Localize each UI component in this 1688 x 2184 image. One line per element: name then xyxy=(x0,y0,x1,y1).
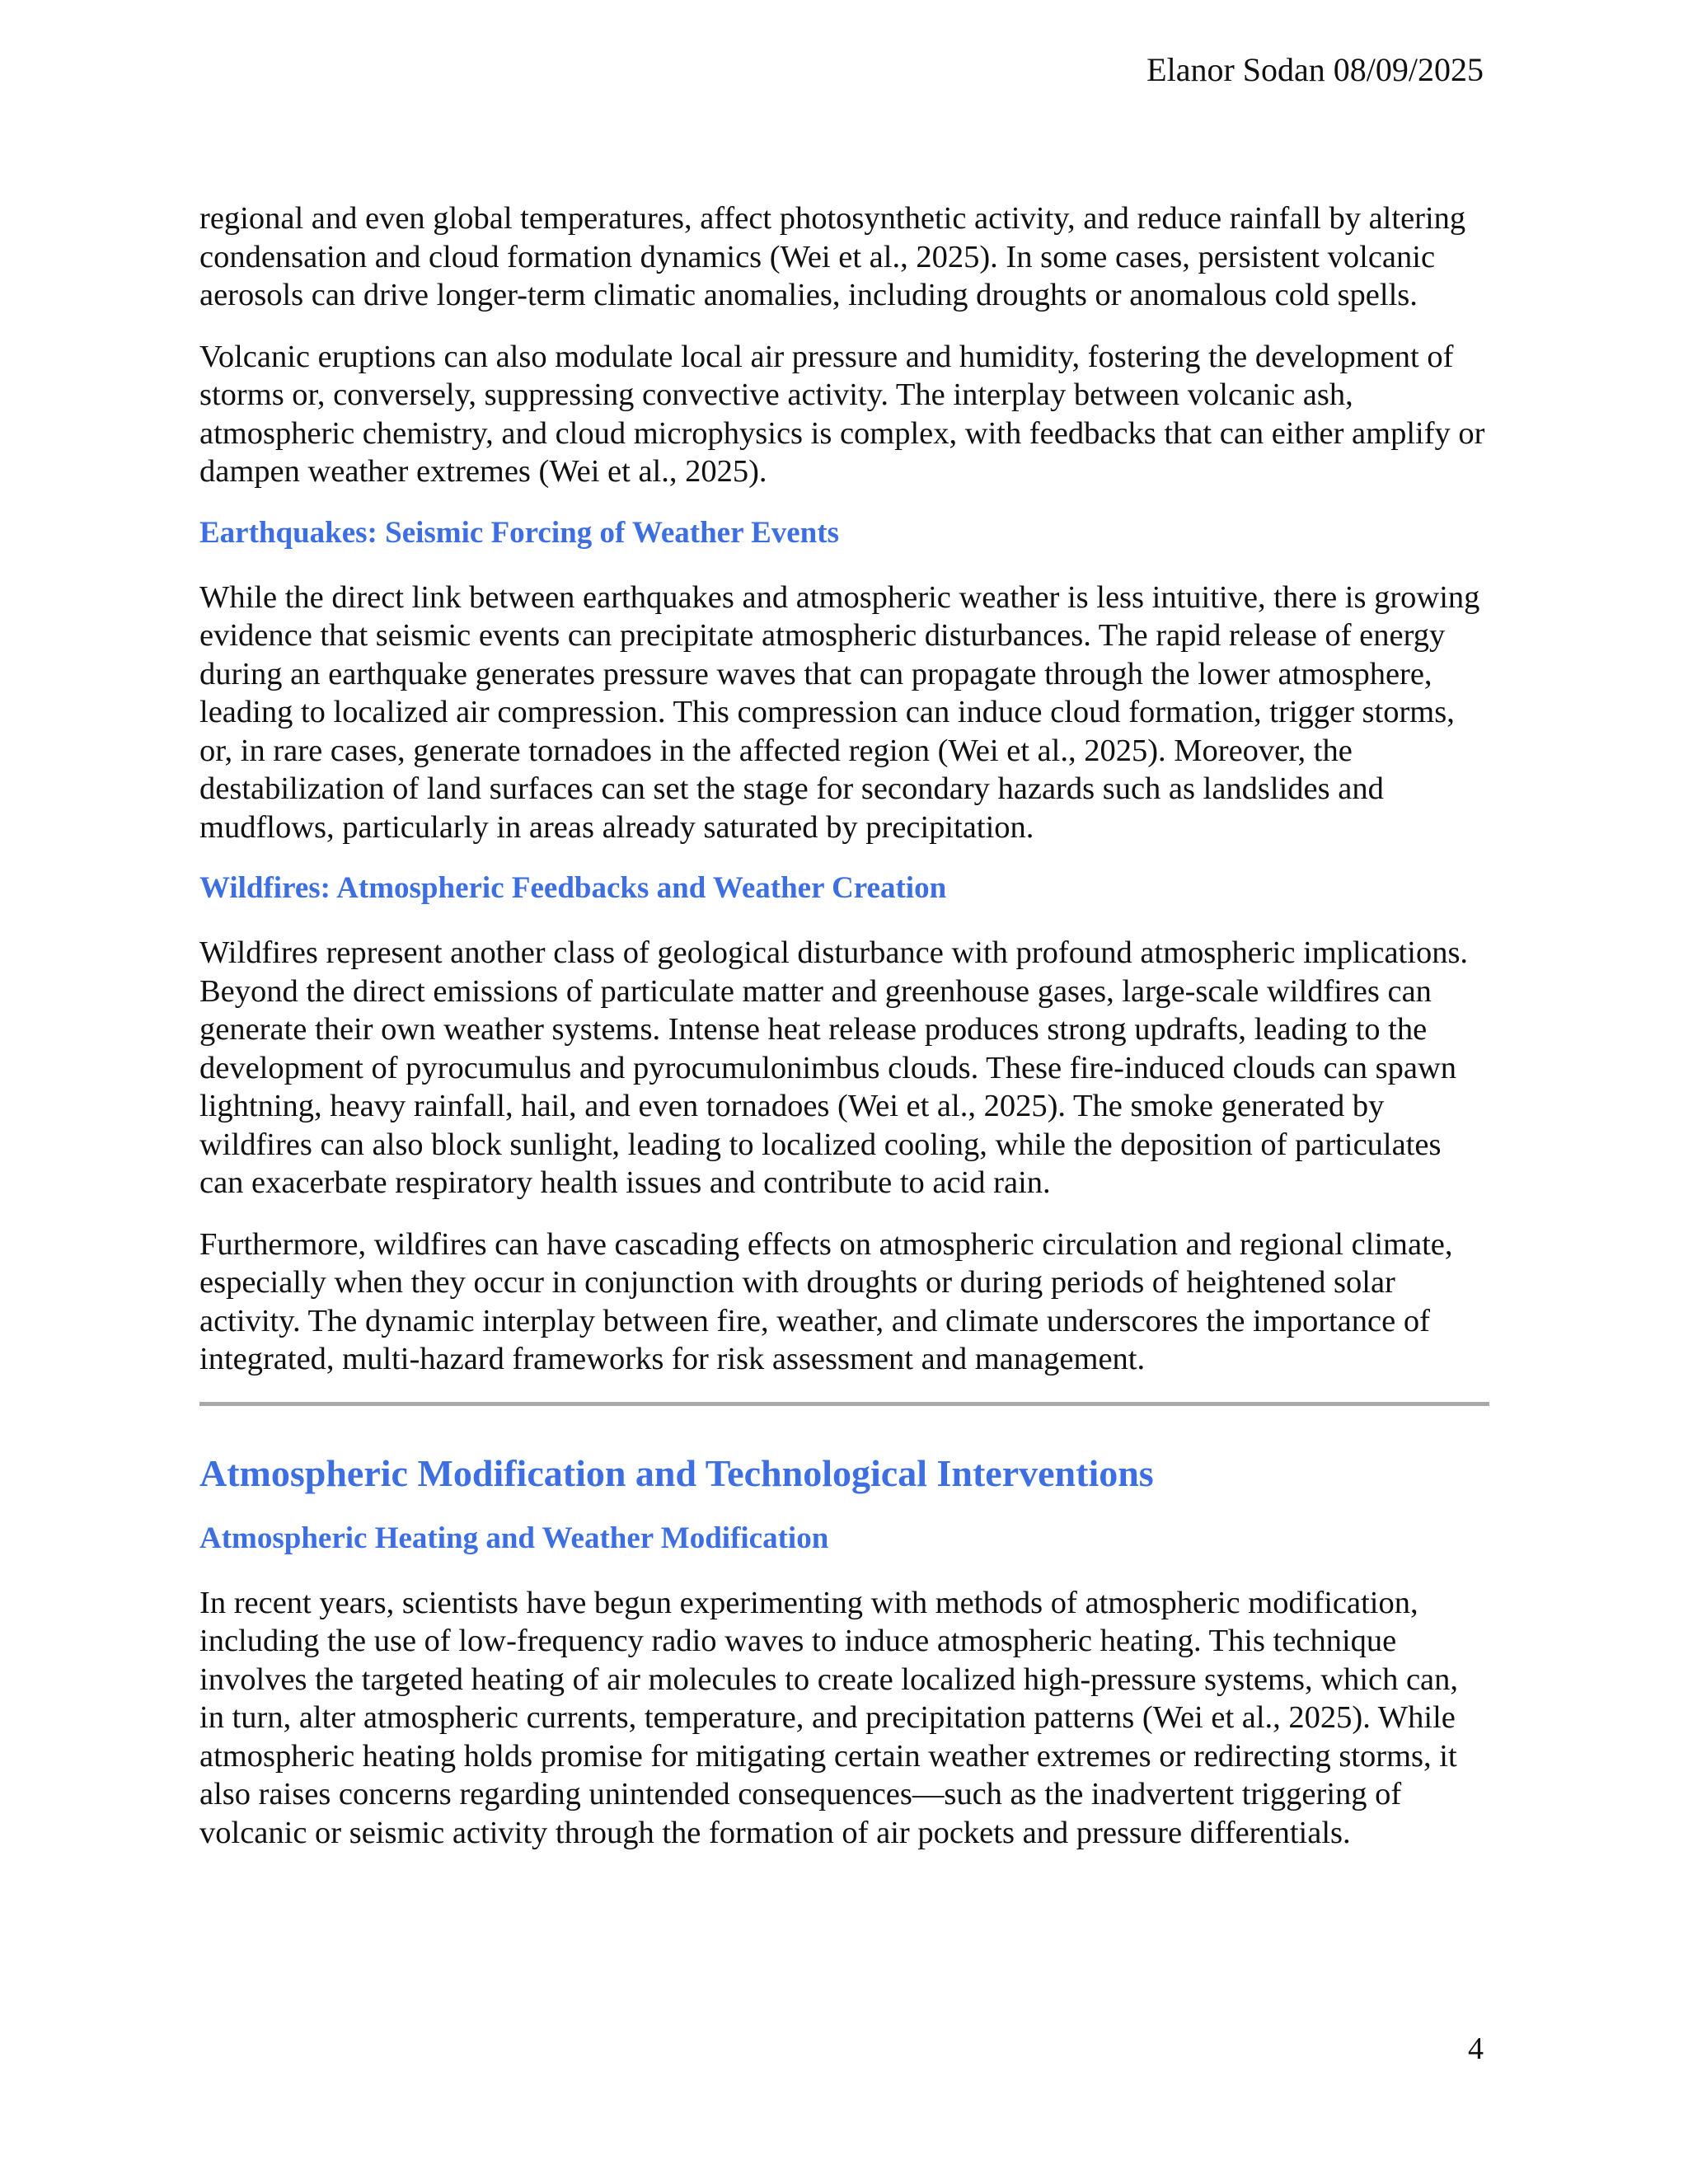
page-number: 4 xyxy=(1468,2032,1484,2066)
subheading-wildfires: Wildfires: Atmospheric Feedbacks and Weather Creation xyxy=(199,871,947,905)
document-body xyxy=(199,199,1489,1875)
subheading-earthquakes: Earthquakes: Seismic Forcing of Weather Events xyxy=(199,515,839,550)
body-paragraph: In recent years, scientists have begun experimenting with methods of atmospheric modification, including the use of low-frequency radio waves to induce atmospheric heating. This technique involves the targeted heating of air molecules to create localized high-pressure systems, which can, in turn, alter atmospheric currents, temperature, and precipitation patterns (Wei et al., 2025). While atmospheric heating holds promise for mitigating certain weather extremes or redirecting storms, it also raises concerns regarding unintended consequences—such as the inadvertent triggering of volcanic or seismic activity through the formation of air pockets and pressure differentials. xyxy=(199,1585,1458,1850)
section-heading: Atmospheric Modification and Technological Interventions xyxy=(199,1451,1154,1494)
body-paragraph: regional and even global temperatures, affect photosynthetic activity, and reduce rainfall by altering condensation and cloud formation dynamics (Wei et al., 2025). In some cases, persistent volcanic aerosols can drive longer-term climatic anomalies, including droughts or anomalous cold spells. xyxy=(199,201,1466,312)
subheading-heating: Atmospheric Heating and Weather Modification xyxy=(199,1521,829,1555)
section-divider xyxy=(199,1402,1489,1406)
body-paragraph: Wildfires represent another class of geological disturbance with profound atmospheric implications. Beyond the direct emissions of particulate matter and greenhouse gases, large-scale wildfires can generate their own weather systems. Intense heat release produces strong updrafts, leading to the development of pyrocumulus and pyrocumulonimbus clouds. These fire-induced clouds can spawn lightning, heavy rainfall, hail, and even tornadoes (Wei et al., 2025). The smoke generated by wildfires can also block sunlight, leading to localized cooling, while the deposition of particulates can exacerbate respiratory health issues and contribute to acid rain. xyxy=(199,935,1469,1200)
page-header-author-date: Elanor Sodan 08/09/2025 xyxy=(1146,51,1484,88)
body-paragraph: While the direct link between earthquakes and atmospheric weather is less intuitive, there is growing evidence that seismic events can precipitate atmospheric disturbances. The rapid release of energy during an earthquake generates pressure waves that can propagate through the lower atmosphere, leading to localized air compression. This compression can induce cloud formation, trigger storms, or, in rare cases, generate tornadoes in the affected region (Wei et al., 2025). Moreover, the destabilization of land surfaces can set the stage for secondary hazards such as landslides and mudflows, particularly in areas already saturated by precipitation. xyxy=(199,579,1480,845)
body-paragraph: Furthermore, wildfires can have cascading effects on atmospheric circulation and regional climate, especially when they occur in conjunction with droughts or during periods of heightened solar activity. The dynamic interplay between fire, weather, and climate underscores the importance of integrated, multi-hazard frameworks for risk assessment and management. xyxy=(199,1226,1453,1376)
body-paragraph: Volcanic eruptions can also modulate local air pressure and humidity, fostering the development of storms or, conversely, suppressing convective activity. The interplay between volcanic ash, atmospheric chemistry, and cloud microphysics is complex, with feedbacks that can either amplify or dampen weather extremes (Wei et al., 2025). xyxy=(199,339,1485,489)
